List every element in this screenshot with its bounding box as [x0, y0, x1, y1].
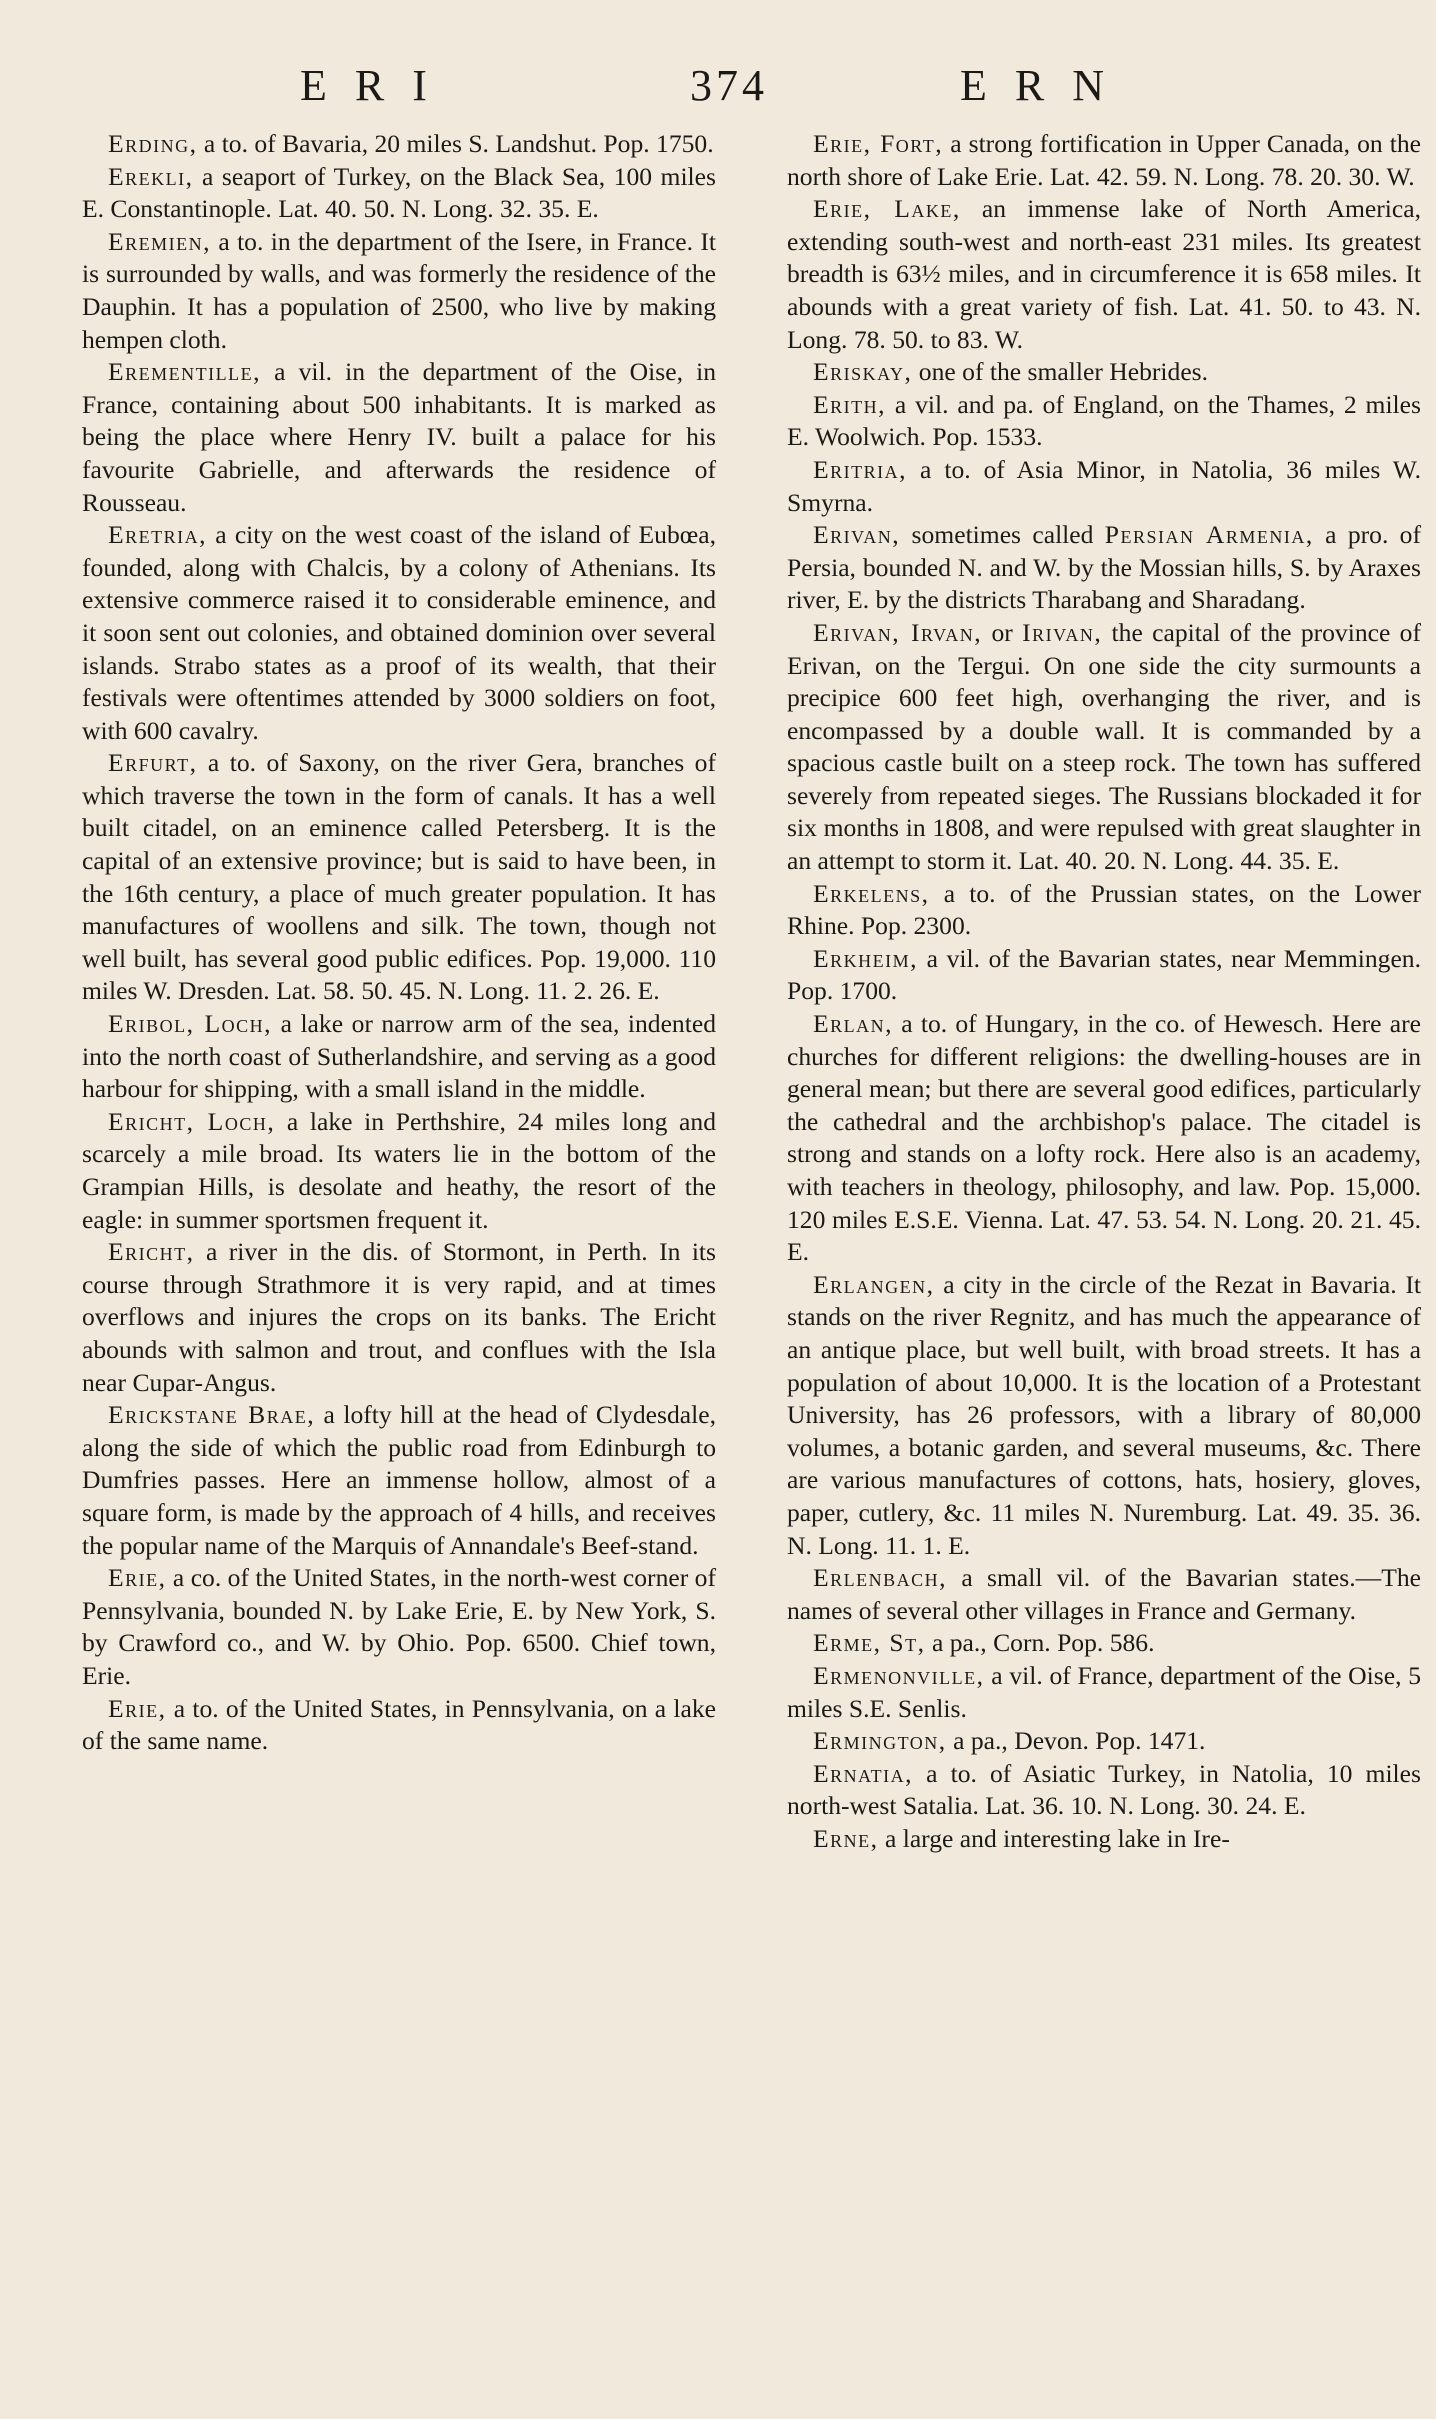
entry	[82, 161, 716, 226]
entry	[787, 1269, 1421, 1562]
entry	[787, 1627, 1421, 1660]
entry-text: a small vil. of the Bavarian states.—The names of several other villages in France and Germany.	[787, 1563, 1421, 1625]
running-head	[0, 60, 1436, 120]
entry	[82, 747, 716, 1008]
entry-text: a to. of the United States, in Pennsylvania, on a lake of the same name.	[82, 1693, 716, 1756]
entry	[787, 1008, 1421, 1269]
headword: Ermington,	[813, 1726, 947, 1756]
entry-text: an immense lake of North America, extending south-west and north-east 231 miles. Its greatest breadth is 63½ miles, and in circumference it is 658 miles. It abounds with a great variety of fish. Lat. 41. 50. to 43. N. Long. 78. 50. to 83. W.	[787, 194, 1421, 354]
entry	[787, 1660, 1421, 1725]
entry	[82, 1399, 716, 1562]
headword: Ernatia,	[813, 1758, 914, 1788]
entry-text: a lake or narrow arm of the sea, indented into the north coast of Sutherlandshire, and serving as a good harbour for shipping, with a small island in the middle.	[82, 1009, 716, 1104]
entry-text-secondary: a pro. of Persia, bounded N. and W. by the Mossian hills, S. by Araxes river, E. by the districts Tharabang and Sharadang.	[787, 520, 1422, 615]
entry	[787, 1725, 1421, 1758]
entry-text: a pa., Devon. Pop. 1471.	[946, 1726, 1206, 1756]
headword: Erie, Lake,	[813, 194, 961, 224]
entry	[82, 226, 716, 356]
entry-text: a strong fortification in Upper Canada, on the north shore of Lake Erie. Lat. 42. 59. N. Long. 78. 20. 30. W.	[787, 129, 1421, 191]
headword: Erlan,	[813, 1009, 894, 1039]
left-column	[82, 128, 716, 1758]
headword: Eribol, Loch,	[108, 1009, 273, 1039]
headword: Eritria,	[813, 454, 908, 484]
headword: Erivan, Irvan,	[813, 617, 983, 647]
headword-secondary: Persian Armenia,	[1104, 520, 1314, 550]
entry	[82, 356, 716, 519]
headword: Ericht,	[108, 1237, 195, 1267]
headword: Erlenbach,	[813, 1563, 948, 1593]
headword: Erfurt,	[108, 748, 198, 778]
entry	[82, 1236, 716, 1399]
headword-secondary: Irivan,	[1022, 617, 1103, 647]
headword: Erkheim,	[813, 943, 919, 973]
entry-text: a vil. of the Bavarian states, near Memmingen. Pop. 1700.	[787, 943, 1421, 1006]
headword: Erding,	[108, 129, 198, 158]
headword: Eretria,	[108, 520, 208, 550]
entry	[787, 943, 1421, 1008]
running-head-left: ERI	[300, 61, 455, 110]
headword: Erith,	[813, 389, 887, 419]
headword: Eremien,	[108, 226, 212, 256]
entry-text: a to. of Hungary, in the co. of Hewesch. Here are churches for different religions: the dwelling-houses are in general mean; but there are several good edifices, particularly the cathedral and the archbishop's palace. The citadel is strong and stands on a lofty rock. Here also is an academy, with teachers in theology, philosophy, and law. Pop. 15,000. 120 miles E.S.E. Vienna. Lat. 47. 53. 54. N. Long. 20. 21. 45. E.	[787, 1009, 1421, 1267]
entry-text: a vil. and pa. of England, on the Thames, 2 miles E. Woolwich. Pop. 1533.	[787, 389, 1421, 452]
entry	[82, 128, 716, 161]
headword: Erkelens,	[813, 878, 930, 908]
headword: Erekli,	[108, 161, 194, 191]
entry-text: sometimes called	[900, 520, 1105, 550]
entry-text: a to. of the Prussian states, on the Lower Rhine. Pop. 2300.	[787, 878, 1421, 941]
entry	[787, 454, 1421, 519]
headword: Erlangen,	[813, 1269, 935, 1299]
headword: Erie,	[108, 1563, 167, 1593]
entry-text: a to. of Bavaria, 20 miles S. Landshut. Pop. 1750.	[197, 129, 714, 158]
page-number: 374	[690, 61, 768, 110]
entry	[82, 1106, 716, 1236]
headword: Erivan,	[813, 520, 901, 550]
entry	[787, 389, 1421, 454]
entry-text: a pa., Corn. Pop. 586.	[925, 1628, 1155, 1658]
entry-text: a co. of the United States, in the north-west corner of Pennsylvania, bounded N. by Lake Erie, E. by New York, S. by Crawford co., and W. by Ohio. Pop. 6500. Chief town, Erie.	[82, 1563, 716, 1690]
entry-text: a to. in the department of the Isere, in France. It is surrounded by walls, and was formerly the residence of the Dauphin. It has a population of 2500, who live by making hempen cloth.	[82, 226, 716, 354]
entry-text: a lofty hill at the head of Clydesdale, along the side of which the public road from Edinburgh to Dumfries passes. Here an immense hollow, almost of a square form, is made by the approach of 4 hills, and receives the popular name of the Marquis of Annandale's Beef-stand.	[82, 1400, 716, 1560]
entry-text: a vil. in the department of the Oise, in France, containing about 500 inhabitants. It is marked as being the place where Henry IV. built a palace for his favourite Gabrielle, and afterwards the residence of Rousseau.	[82, 357, 716, 517]
entry	[787, 1823, 1421, 1856]
headword: Erne,	[813, 1823, 879, 1853]
entry-text: a to. of Asiatic Turkey, in Natolia, 10 miles north-west Satalia. Lat. 36. 10. N. Long. 30. 24. E.	[787, 1758, 1421, 1821]
entry	[787, 878, 1421, 943]
entry-text: a city in the circle of the Rezat in Bavaria. It stands on the river Regnitz, and has much the appearance of an antique place, but well built, with broad streets. It has a population of about 10,000. It is the location of a Protestant University, has 26 professors, with a library of 80,000 volumes, a botanic garden, and several museums, &c. There are various manufactures of cottons, hats, hosiery, gloves, paper, cutlery, &c. 11 miles N. Nuremburg. Lat. 49. 35. 36. N. Long. 11. 1. E.	[787, 1269, 1421, 1560]
headword: Erementille,	[108, 357, 262, 387]
entry-text: a city on the west coast of the island of Eubœa, founded, along with Chalcis, by a colony of Athenians. Its extensive commerce raised it to considerable eminence, and it soon sent out colonies, and obtained dominion over several islands. Strabo states as a proof of its wealth, that their festivals were oftentimes attended by 3000 soldiers on foot, with 600 cavalry.	[82, 520, 716, 745]
headword: Eriskay,	[813, 357, 913, 387]
headword: Ericht, Loch,	[108, 1106, 276, 1136]
entry	[787, 1562, 1421, 1627]
entry-text: a large and interesting lake in Ire-	[878, 1823, 1230, 1853]
running-head-right: ERN	[960, 61, 1132, 110]
entry-text-secondary: the capital of the province of Erivan, on the Tergui. On one side the city surmounts a precipice 600 feet high, overhanging the river, and is encompassed by a double wall. It is commanded by a spacious castle built on a steep rock. The town has suffered severely from repeated sieges. The Russians blockaded it for six months in 1808, and were repulsed with great slaughter in an attempt to storm it. Lat. 40. 20. N. Long. 44. 35. E.	[787, 617, 1421, 876]
headword: Erie,	[108, 1693, 167, 1723]
entry	[82, 1562, 716, 1692]
headword: Ermenonville,	[813, 1660, 985, 1690]
entry	[787, 617, 1421, 878]
entry	[787, 356, 1421, 389]
entry-text: or	[982, 617, 1023, 647]
entry-text: a lake in Perthshire, 24 miles long and scarcely a mile broad. Its waters lie in the bottom of the Grampian Hills, is desolate and heathy, the resort of the eagle: in summer sportsmen frequent it.	[82, 1106, 716, 1234]
entry-text: a to. of Saxony, on the river Gera, branches of which traverse the town in the form of canals. It has a well built citadel, on an eminence called Petersberg. It is the capital of an extensive province; but is said to have been, in the 16th century, a place of much greater population. It has manufactures of woollens and silk. The town, though not well built, has several good public edifices. Pop. 19,000. 110 miles W. Dresden. Lat. 58. 50. 45. N. Long. 11. 2. 26. E.	[82, 748, 716, 1006]
entry	[787, 193, 1421, 356]
entry	[82, 1693, 716, 1758]
entry-text: a seaport of Turkey, on the Black Sea, 100 miles E. Constantinople. Lat. 40. 50. N. Long. 32. 35. E.	[82, 161, 716, 224]
headword: Erickstane Brae,	[108, 1400, 316, 1430]
entry	[82, 1008, 716, 1106]
entry	[787, 519, 1421, 617]
headword: Erme, St,	[813, 1628, 926, 1658]
entry-text: a to. of Asia Minor, in Natolia, 36 miles W. Smyrna.	[787, 454, 1421, 517]
entry	[787, 128, 1421, 193]
entry-text: one of the smaller Hebrides.	[912, 357, 1209, 387]
entry-text: a river in the dis. of Stormont, in Perth. In its course through Strathmore it is very rapid, and at times overflows and injures the crops on its banks. The Ericht abounds with salmon and trout, and conflues with the Isla near Cupar-Angus.	[82, 1237, 716, 1397]
entry-text: a vil. of France, department of the Oise, 5 miles S.E. Senlis.	[787, 1660, 1421, 1723]
headword: Erie, Fort,	[813, 129, 944, 158]
entry	[787, 1758, 1421, 1823]
entry	[82, 519, 716, 747]
right-column	[787, 128, 1421, 1855]
